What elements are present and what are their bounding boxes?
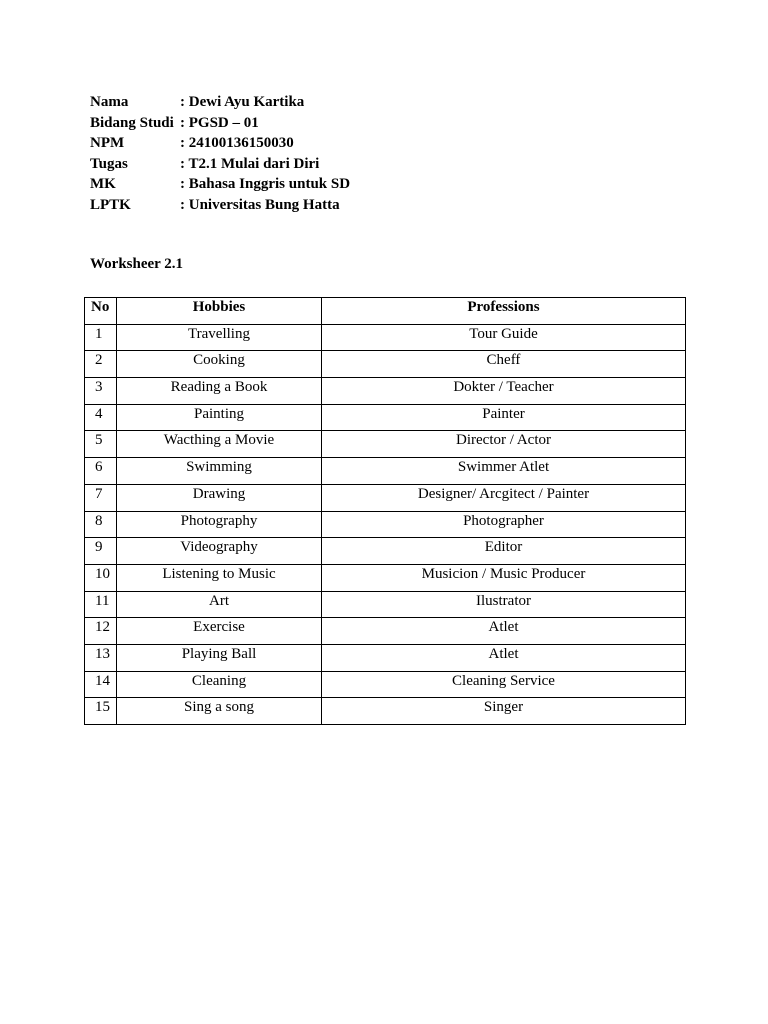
row-number: 7 [85, 484, 117, 511]
hobby-cell: Cleaning [117, 671, 322, 698]
info-label: LPTK [90, 196, 131, 213]
info-value: : Dewi Ayu Kartika [180, 94, 305, 110]
row-number: 13 [85, 644, 117, 671]
worksheet-title: Worksheer 2.1 [90, 256, 184, 272]
row-number: 10 [85, 564, 117, 591]
hobby-cell: Sing a song [117, 698, 322, 725]
info-label: Nama [90, 94, 129, 110]
hobby-cell: Listening to Music [117, 564, 322, 591]
profession-cell: Tour Guide [322, 324, 686, 351]
info-label: Tugas [90, 155, 128, 172]
table-row [85, 538, 686, 565]
hobby-cell: Reading a Book [117, 378, 322, 405]
info-row-bidang-studi [90, 113, 350, 134]
profession-cell: Cleaning Service [322, 671, 686, 698]
hobby-cell: Painting [117, 404, 322, 431]
profession-cell: Painter [322, 404, 686, 431]
column-header-professions: Professions [322, 298, 686, 325]
profession-cell: Dokter / Teacher [322, 378, 686, 405]
hobby-cell: Videography [117, 538, 322, 565]
info-row-tugas [90, 154, 350, 175]
info-label: MK [90, 176, 116, 193]
hobby-cell: Exercise [117, 618, 322, 645]
table-row [85, 458, 686, 485]
table-header-row [85, 298, 686, 325]
info-value: : Bahasa Inggris untuk SD [180, 176, 351, 193]
table-row [85, 378, 686, 405]
hobby-cell: Photography [117, 511, 322, 538]
row-number: 6 [85, 458, 117, 485]
table-row [85, 591, 686, 618]
table-row [85, 618, 686, 645]
info-value: : T2.1 Mulai dari Diri [180, 155, 320, 172]
info-row-mk [90, 174, 350, 195]
hobby-cell: Art [117, 591, 322, 618]
info-label: Bidang Studi [90, 114, 174, 131]
table-row [85, 324, 686, 351]
column-header-hobbies: Hobbies [117, 298, 322, 325]
profession-cell: Musicion / Music Producer [322, 564, 686, 591]
profession-cell: Cheff [322, 351, 686, 378]
profession-cell: Designer/ Arcgitect / Painter [322, 484, 686, 511]
column-header-no: No [85, 298, 117, 325]
hobbies-professions-table [84, 297, 686, 725]
row-number: 11 [85, 591, 117, 618]
profession-cell: Photographer [322, 511, 686, 538]
hobby-cell: Swimming [117, 458, 322, 485]
profession-cell: Atlet [322, 618, 686, 645]
hobby-cell: Travelling [117, 324, 322, 351]
table-row [85, 431, 686, 458]
hobby-cell: Wacthing a Movie [117, 431, 322, 458]
table-row [85, 671, 686, 698]
table-row [85, 484, 686, 511]
profession-cell: Editor [322, 538, 686, 565]
table-row [85, 564, 686, 591]
row-number: 2 [85, 351, 117, 378]
hobby-cell: Playing Ball [117, 644, 322, 671]
info-row-lptk [90, 195, 350, 216]
row-number: 3 [85, 378, 117, 405]
row-number: 1 [85, 324, 117, 351]
profession-cell: Atlet [322, 644, 686, 671]
row-number: 12 [85, 618, 117, 645]
table-row [85, 351, 686, 378]
info-value: : 24100136150030 [180, 135, 294, 152]
table-row [85, 511, 686, 538]
table-row [85, 644, 686, 671]
row-number: 9 [85, 538, 117, 565]
row-number: 4 [85, 404, 117, 431]
table-row [85, 698, 686, 725]
student-info-block [90, 92, 350, 216]
hobby-cell: Cooking [117, 351, 322, 378]
profession-cell: Ilustrator [322, 591, 686, 618]
info-label: NPM [90, 135, 125, 152]
profession-cell: Singer [322, 698, 686, 725]
info-value: : PGSD – 01 [180, 114, 259, 131]
row-number: 15 [85, 698, 117, 725]
row-number: 5 [85, 431, 117, 458]
row-number: 14 [85, 671, 117, 698]
hobby-cell: Drawing [117, 484, 322, 511]
profession-cell: Swimmer Atlet [322, 458, 686, 485]
info-row-nama [90, 92, 350, 113]
table-row [85, 404, 686, 431]
info-value: : Universitas Bung Hatta [180, 196, 340, 213]
info-row-npm [90, 133, 350, 154]
row-number: 8 [85, 511, 117, 538]
profession-cell: Director / Actor [322, 431, 686, 458]
